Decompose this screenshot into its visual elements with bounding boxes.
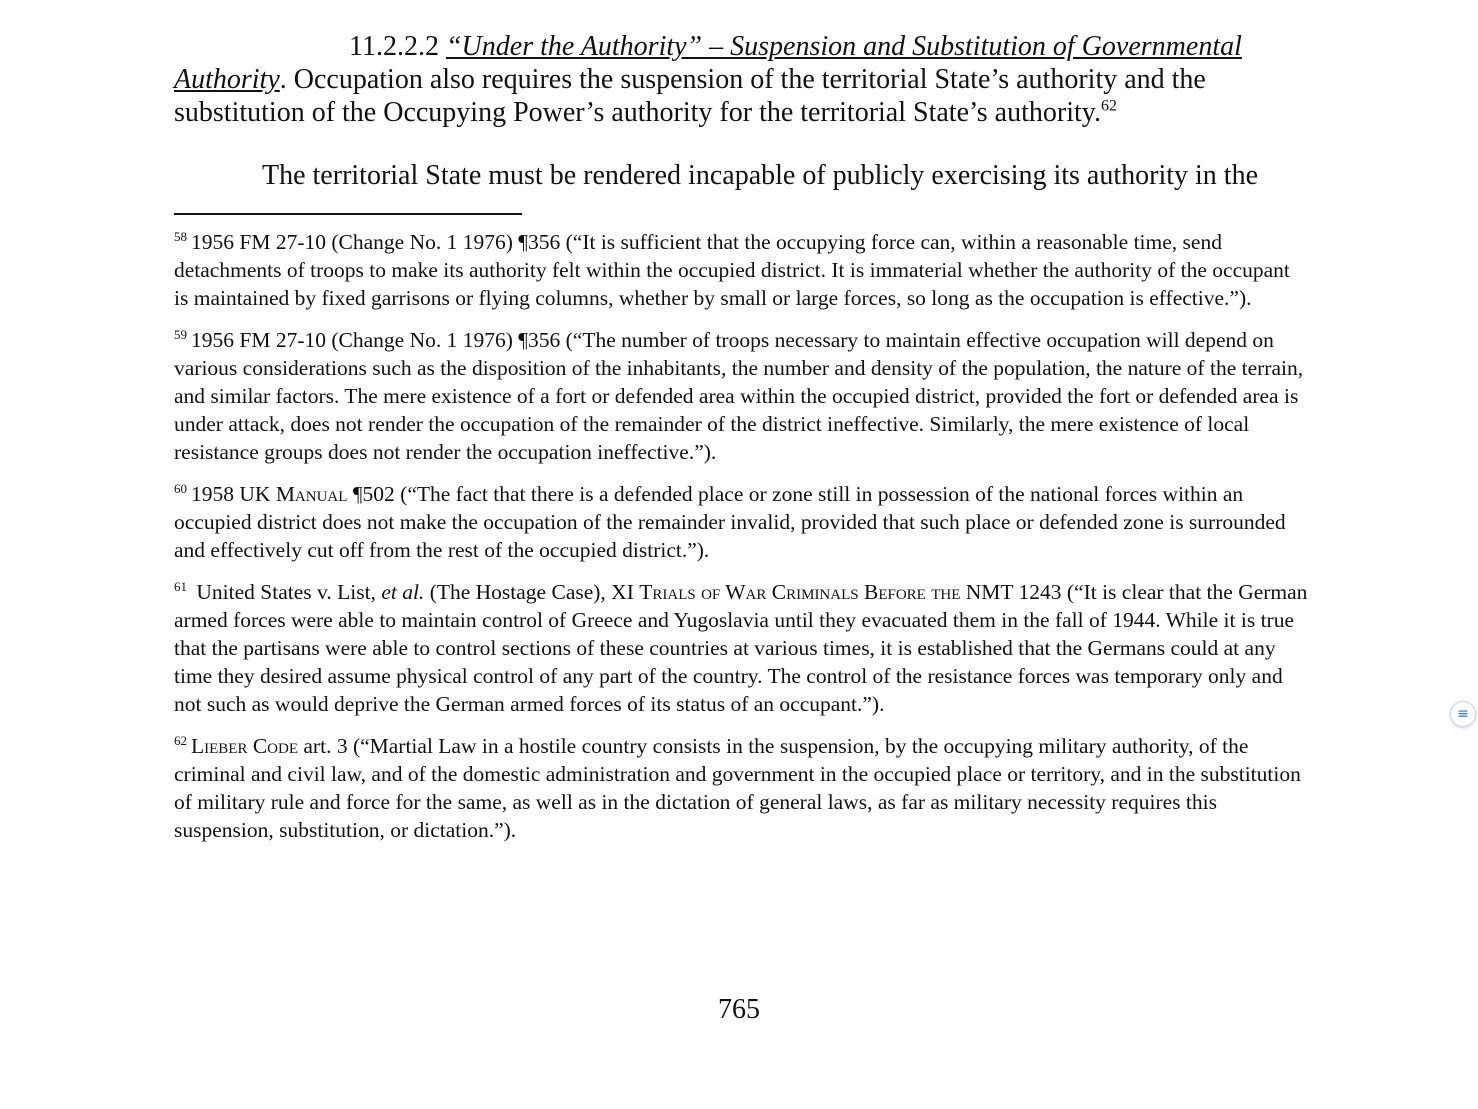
footnote-separator <box>174 213 522 215</box>
footnote-case-detail: (The Hostage Case), XI <box>424 580 640 604</box>
footnote-source-title: Trials of War Criminals Before the <box>639 580 961 604</box>
paragraph-1 <box>174 30 1304 129</box>
footnote-number: 59 <box>174 326 187 342</box>
footnote-60 <box>174 480 1309 564</box>
footnote-prefix: 1958 UK <box>191 482 276 506</box>
footnote-number: 62 <box>174 732 187 748</box>
footnotes <box>174 228 1309 858</box>
footnote-reference[interactable]: 62 <box>1100 97 1117 115</box>
footnote-62 <box>174 732 1309 844</box>
footnote-text: art. 3 (“Martial Law in a hostile country consists in the suspension, by the occupying military authority, of the criminal and civil law, and of the domestic administration and government in the occupied place or territory, and in the substitution of military rule and force for the same, as well as in the dictation of general laws, as far as military necessity requires this suspension, substitution, or dictation.”). <box>174 734 1301 842</box>
footnote-source-title: Lieber Code <box>191 734 299 758</box>
footnote-61 <box>174 578 1309 718</box>
footnote-number: 58 <box>174 228 187 244</box>
footnote-case-name: United States v. List, <box>196 580 382 604</box>
outline-menu-button[interactable] <box>1450 701 1476 727</box>
footnote-58 <box>174 228 1309 312</box>
footnote-italic: et al. <box>381 580 425 604</box>
page-number: 765 <box>718 994 760 1025</box>
paragraph-2: The territorial State must be rendered incapable of publicly exercising its authority in the <box>262 160 1259 191</box>
footnote-text: NMT 1243 (“It is clear that the German armed forces were able to maintain control of Greece and Yugoslavia until they evacuated them in the fall of 1944. While it is true that the partisans were able to control sections of these countries at various times, it is established that the Germans could at any time they desired assume physical control of any part of the country. The control of the resistance forces was temporary only and not such as would deprive the German armed forces of its status of an occupant.”). <box>174 580 1308 716</box>
footnote-number: 61 <box>174 578 187 594</box>
footnote-text: 1956 FM 27-10 (Change No. 1 1976) ¶356 (“It is sufficient that the occupying force can, within a reasonable time, send detachments of troops to make its authority felt within the occupied district. It is immaterial whether the authority of the occupant is maintained by fixed garrisons or flying columns, whether by small or large forces, so long as the occupation is effective.”). <box>174 230 1290 310</box>
list-icon: ≡ <box>1457 706 1469 722</box>
footnote-source-title: Manual <box>275 482 348 506</box>
footnote-number: 60 <box>174 480 187 496</box>
section-number: 11.2.2.2 <box>349 31 439 62</box>
section-title: “Under the Authority” – Suspension and Substitution of Governmental <box>445 31 1242 62</box>
section-title-continued: Authority <box>174 64 280 95</box>
footnote-text: ¶502 (“The fact that there is a defended place or zone still in possession of the national forces within an occupied district does not make the occupation of the remainder invalid, provided that such place or defended zone is surrounded and effectively cut off from the rest of the occupied district.”). <box>174 482 1286 562</box>
paragraph-1-text: . Occupation also requires the suspension of the territorial State’s authority and the substitution of the Occupying Power’s authority for the territorial State’s authority. <box>174 64 1206 128</box>
footnote-text: 1956 FM 27-10 (Change No. 1 1976) ¶356 (“The number of troops necessary to maintain effective occupation will depend on various considerations such as the disposition of the inhabitants, the number and density of the population, the nature of the terrain, and similar factors. The mere existence of a fort or defended area within the occupied district, provided the fort or defended area is under attack, does not render the occupation of the remainder of the district ineffective. Similarly, the mere existence of local resistance groups does not render the occupation ineffective.”). <box>174 328 1304 464</box>
footnote-59 <box>174 326 1309 466</box>
body-text <box>174 30 1304 192</box>
